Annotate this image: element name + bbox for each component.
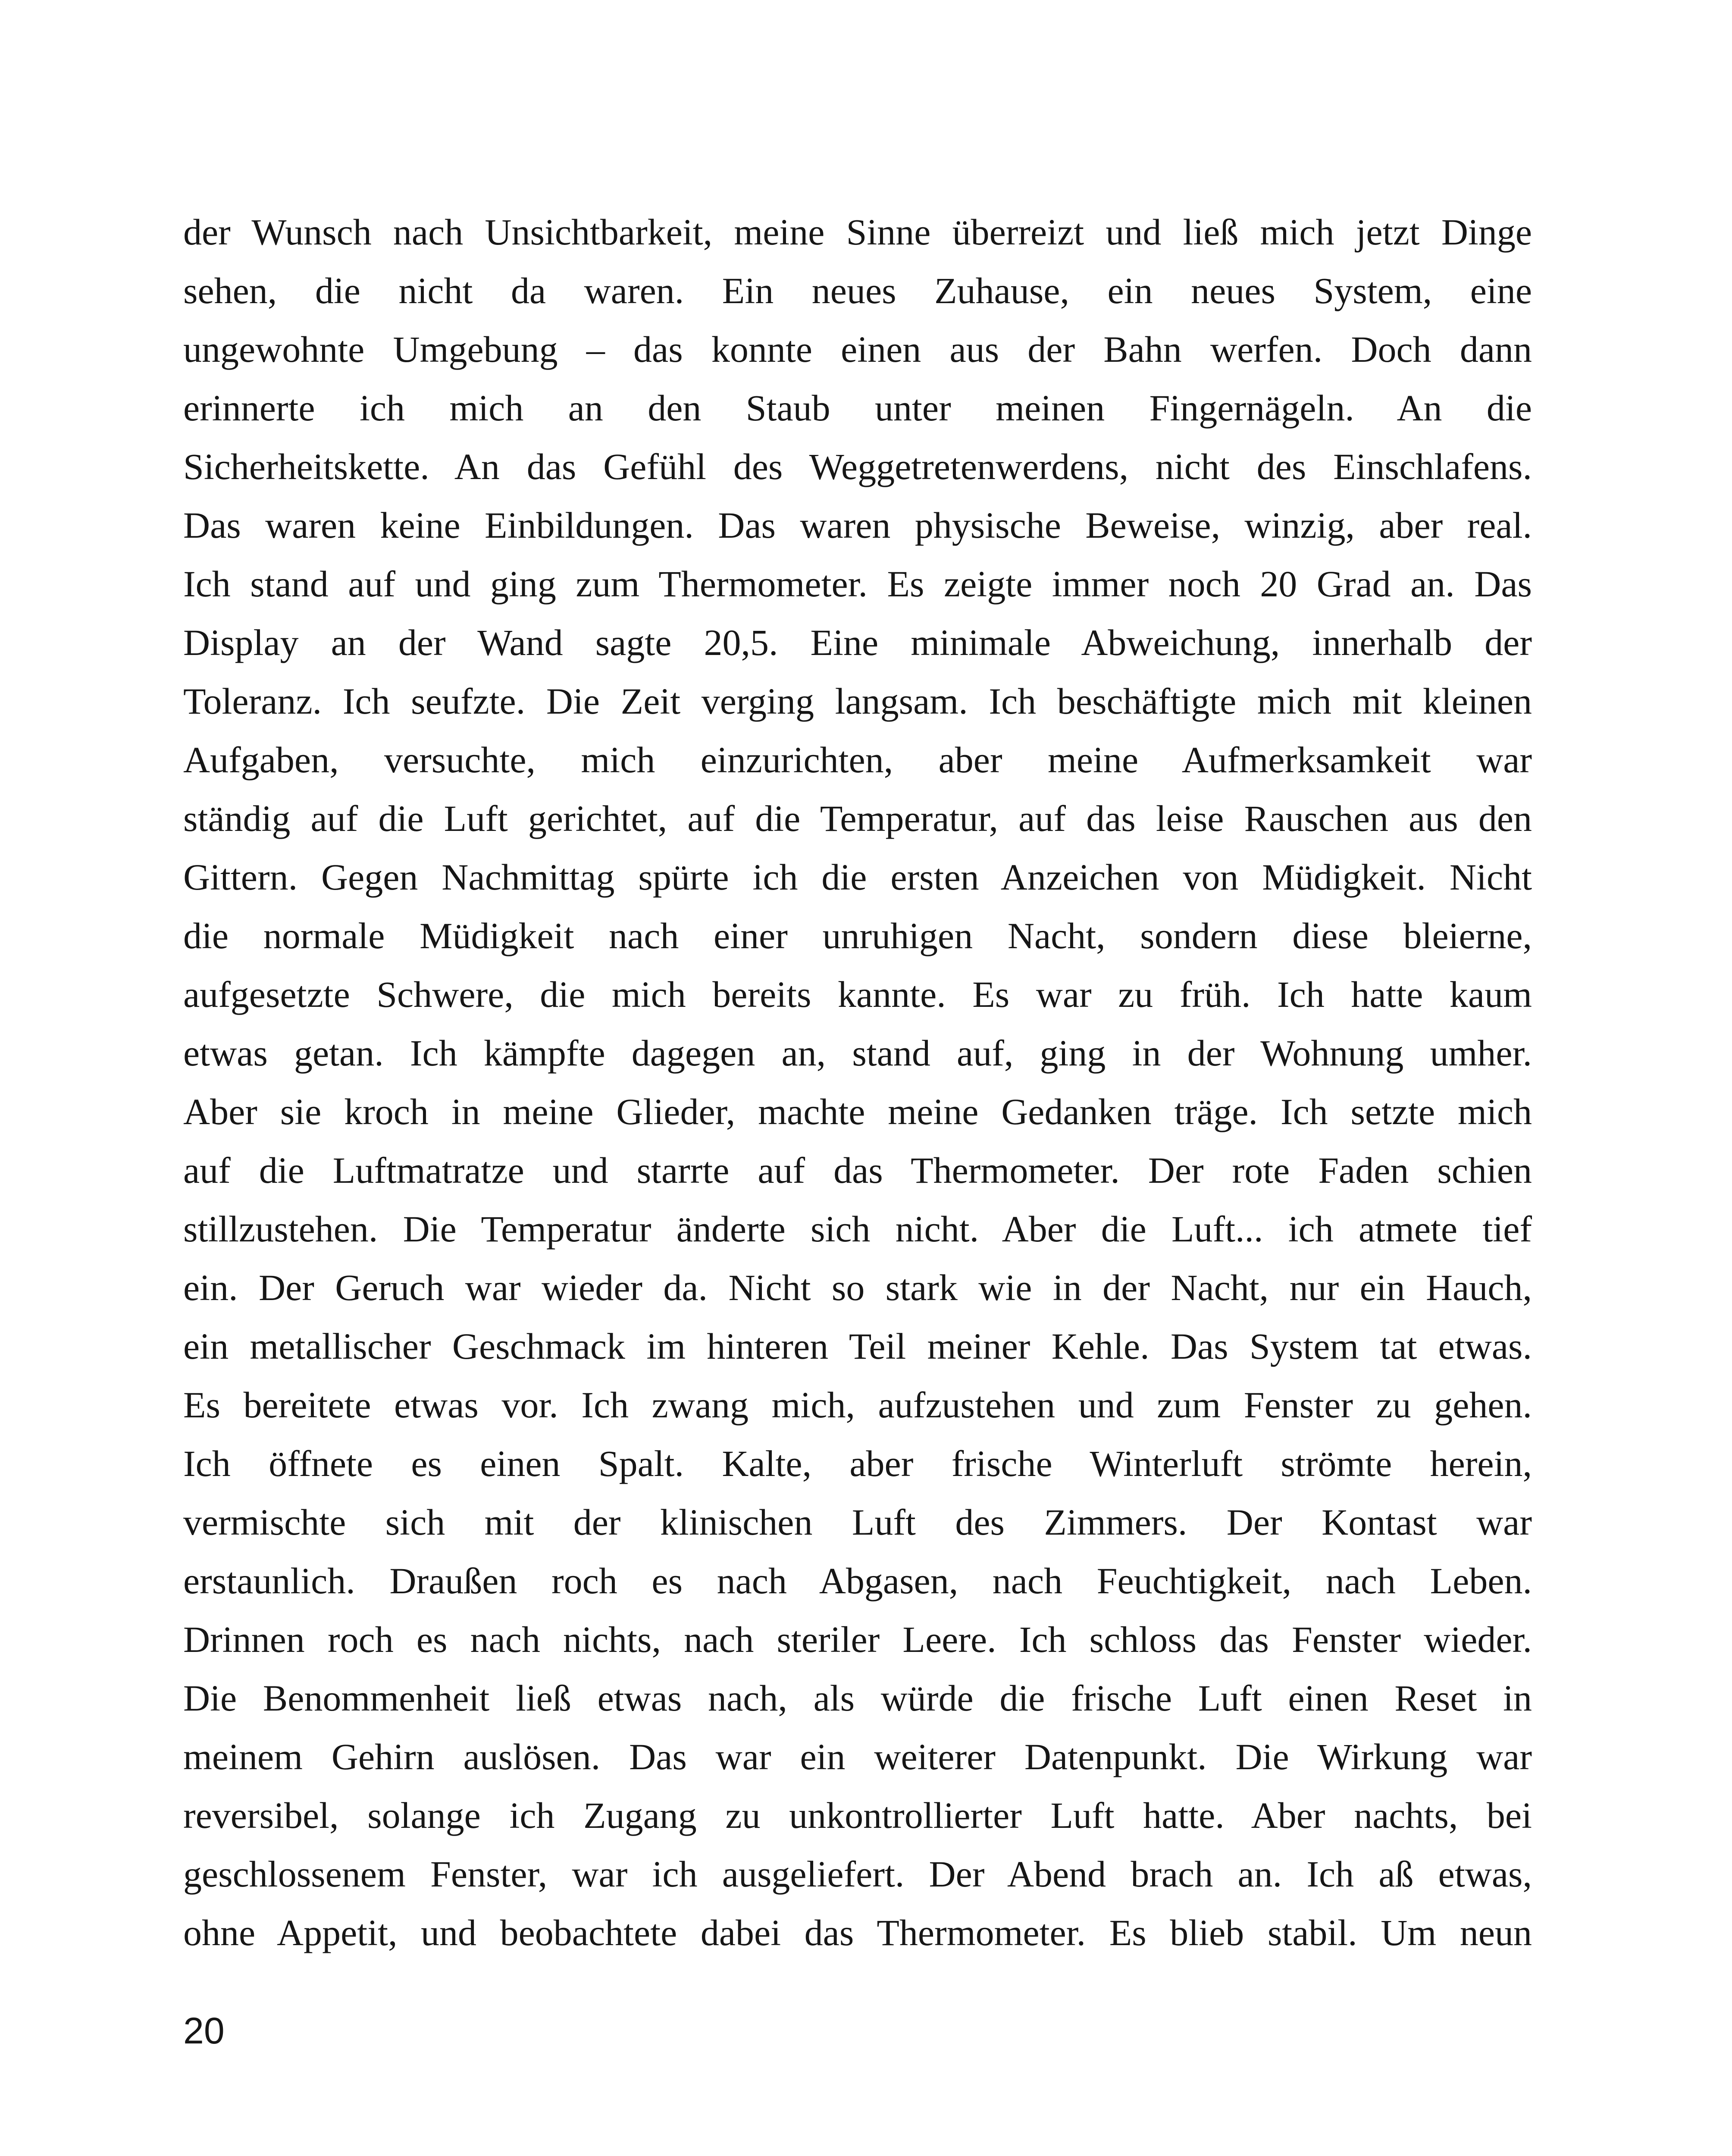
text-line: reversibel, solange ich Zugang zu unkontrollierter Luft hatte. Aber nachts, bei (183, 1795, 1532, 1836)
text-line: Display an der Wand sagte 20,5. Eine minimale Abweichung, innerhalb der (183, 622, 1532, 663)
text-line: Toleranz. Ich seufzte. Die Zeit verging langsam. Ich beschäftigte mich mit kleinen (183, 680, 1532, 722)
text-line: Drinnen roch es nach nichts, nach steriler Leere. Ich schloss das Fenster wieder. (183, 1619, 1532, 1660)
text-line: etwas getan. Ich kämpfte dagegen an, stand auf, ging in der Wohnung umher. (183, 1032, 1532, 1074)
text-line: Gittern. Gegen Nachmittag spürte ich die ersten Anzeichen von Müdigkeit. Nicht (183, 856, 1532, 898)
text-line: Das waren keine Einbildungen. Das waren physische Beweise, winzig, aber real. (183, 505, 1532, 546)
text-line: ein. Der Geruch war wieder da. Nicht so stark wie in der Nacht, nur ein Hauch, (183, 1267, 1532, 1308)
text-line: stillzustehen. Die Temperatur änderte sich nicht. Aber die Luft... ich atmete tief (183, 1208, 1532, 1250)
body-text (183, 203, 1532, 1962)
text-line: Die Benommenheit ließ etwas nach, als würde die frische Luft einen Reset in (183, 1677, 1532, 1719)
text-line: vermischte sich mit der klinischen Luft des Zimmers. Der Kontast war (183, 1501, 1532, 1543)
text-line: meinem Gehirn auslösen. Das war ein weiterer Datenpunkt. Die Wirkung war (183, 1736, 1532, 1777)
text-line: Ich öffnete es einen Spalt. Kalte, aber frische Winterluft strömte herein, (183, 1443, 1532, 1484)
text-line: Ich stand auf und ging zum Thermometer. Es zeigte immer noch 20 Grad an. Das (183, 563, 1532, 605)
page-number: 20 (183, 2010, 225, 2052)
text-line: sehen, die nicht da waren. Ein neues Zuhause, ein neues System, eine (183, 270, 1532, 311)
text-line: auf die Luftmatratze und starrte auf das Thermometer. Der rote Faden schien (183, 1150, 1532, 1191)
text-line: ohne Appetit, und beobachtete dabei das Thermometer. Es blieb stabil. Um neun (183, 1912, 1532, 1953)
text-line: ungewohnte Umgebung – das konnte einen aus der Bahn werfen. Doch dann (183, 329, 1532, 370)
text-line: erstaunlich. Draußen roch es nach Abgasen, nach Feuchtigkeit, nach Leben. (183, 1560, 1532, 1601)
text-line: die normale Müdigkeit nach einer unruhigen Nacht, sondern diese bleierne, (183, 915, 1532, 956)
text-line: Es bereitete etwas vor. Ich zwang mich, aufzustehen und zum Fenster zu gehen. (183, 1384, 1532, 1426)
text-line: Aber sie kroch in meine Glieder, machte meine Gedanken träge. Ich setzte mich (183, 1091, 1532, 1132)
text-line: geschlossenem Fenster, war ich ausgeliefert. Der Abend brach an. Ich aß etwas, (183, 1853, 1532, 1895)
text-line: ein metallischer Geschmack im hinteren Teil meiner Kehle. Das System tat etwas. (183, 1326, 1532, 1367)
text-line: Aufgaben, versuchte, mich einzurichten, aber meine Aufmerksamkeit war (183, 739, 1532, 780)
text-line: Sicherheitskette. An das Gefühl des Weggetretenwerdens, nicht des Einschlafens. (183, 446, 1532, 487)
text-line: aufgesetzte Schwere, die mich bereits kannte. Es war zu früh. Ich hatte kaum (183, 974, 1532, 1015)
text-line: erinnerte ich mich an den Staub unter meinen Fingernägeln. An die (183, 387, 1532, 429)
text-line: der Wunsch nach Unsichtbarkeit, meine Sinne überreizt und ließ mich jetzt Dinge (183, 211, 1532, 253)
text-line: ständig auf die Luft gerichtet, auf die Temperatur, auf das leise Rauschen aus den (183, 798, 1532, 839)
